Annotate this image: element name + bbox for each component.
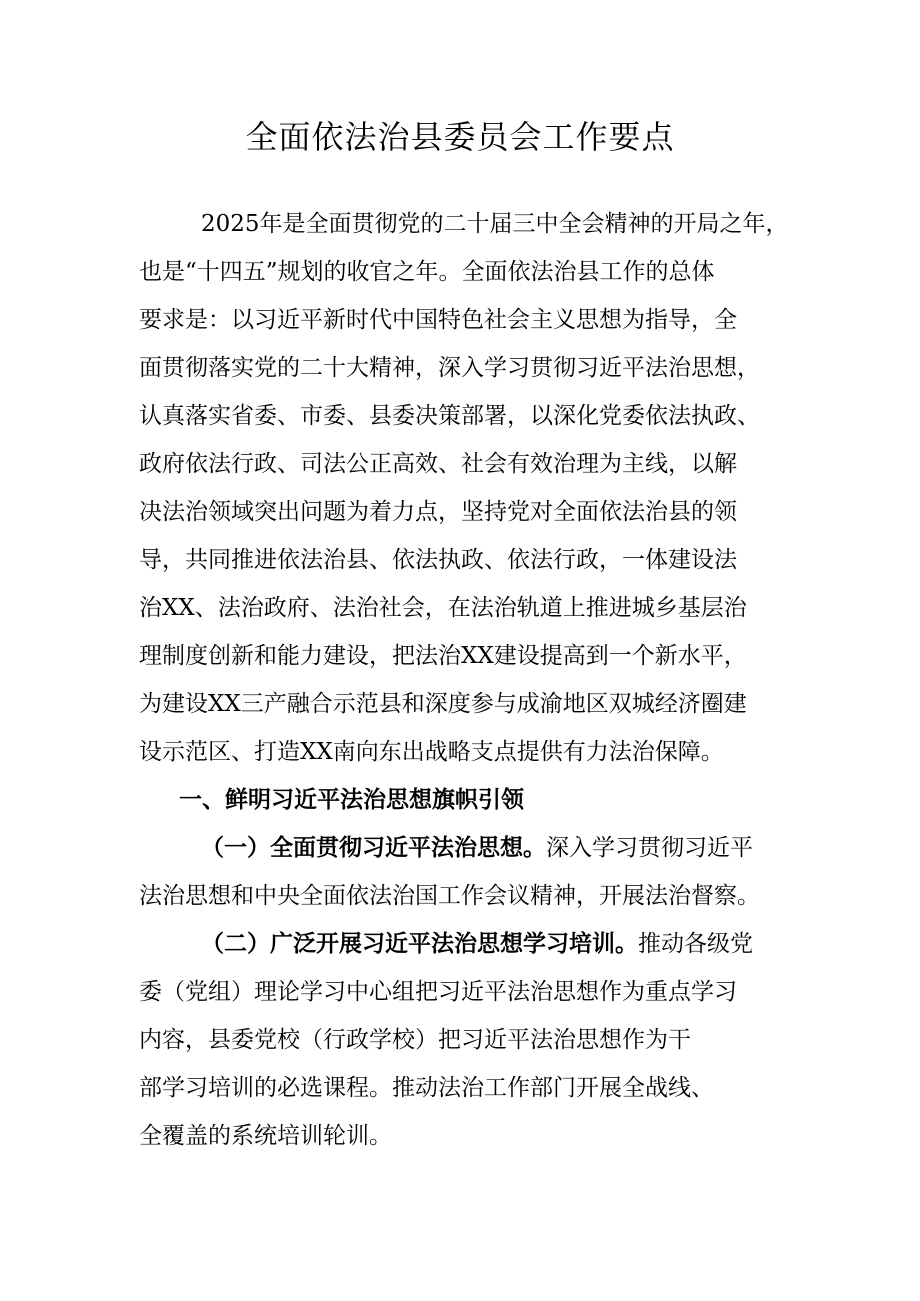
- document-title: 全面依法治县委员会工作要点: [245, 118, 675, 156]
- item-1-title: （一）全面贯彻习近平法治思想。: [201, 835, 546, 861]
- intro-line: 要求是：以习近平新时代中国特色社会主义思想为指导，全: [139, 307, 737, 333]
- intro-line: 2025年是全面贯彻党的二十届三中全会精神的开局之年，: [201, 211, 789, 237]
- intro-line: 决法治领域突出问题为着力点，坚持党对全面依法治县的领: [139, 499, 737, 525]
- item-1-text: 深入学习贯彻习近平: [546, 835, 753, 861]
- item-2-line: 全覆盖的系统培训轮训。: [139, 1123, 392, 1149]
- intro-line: 也是“十四五”规划的收官之年。全面依法治县工作的总体: [139, 259, 715, 285]
- item-1-line: 法治思想和中央全面依法治国工作会议精神，开展法治督察。: [139, 883, 760, 909]
- intro-line: 认真落实省委、市委、县委决策部署，以深化党委依法执政、: [139, 403, 760, 429]
- intro-paragraph: [139, 200, 789, 776]
- intro-line: 政府依法行政、司法公正高效、社会有效治理为主线，以解: [139, 451, 737, 477]
- document-body: [139, 200, 789, 1160]
- item-2-line: 委（党组）理论学习中心组把习近平法治思想作为重点学习: [139, 979, 737, 1005]
- item-1-paragraph: [139, 824, 779, 920]
- intro-line: 为建设XX三产融合示范县和深度参与成渝地区双城经济圈建: [139, 691, 747, 717]
- item-2-line: 内容，县委党校（行政学校）把习近平法治思想作为干: [139, 1027, 691, 1053]
- intro-line: 面贯彻落实党的二十大精神，深入学习贯彻习近平法治思想，: [139, 355, 760, 381]
- intro-line: 导，共同推进依法治县、依法执政、依法行政，一体建设法: [139, 547, 737, 573]
- intro-line: 设示范区、打造XX南向东出战略支点提供有力法治保障。: [139, 739, 724, 765]
- section-heading: 一、鲜明习近平法治思想旗帜引领: [179, 787, 524, 813]
- intro-line: 理制度创新和能力建设，把法治XX建设提高到一个新水平，: [139, 643, 747, 669]
- item-2-text: 推动各级党: [638, 931, 753, 957]
- item-2-paragraph: [139, 920, 779, 1160]
- item-2-title: （二）广泛开展习近平法治思想学习培训。: [201, 931, 638, 957]
- item-1-first-line: [139, 824, 779, 872]
- item-2-line: 部学习培训的必选课程。推动法治工作部门开展全战线、: [139, 1075, 714, 1101]
- intro-line: 治XX、法治政府、法治社会，在法治轨道上推进城乡基层治: [139, 595, 747, 621]
- item-2-first-line: [139, 920, 779, 968]
